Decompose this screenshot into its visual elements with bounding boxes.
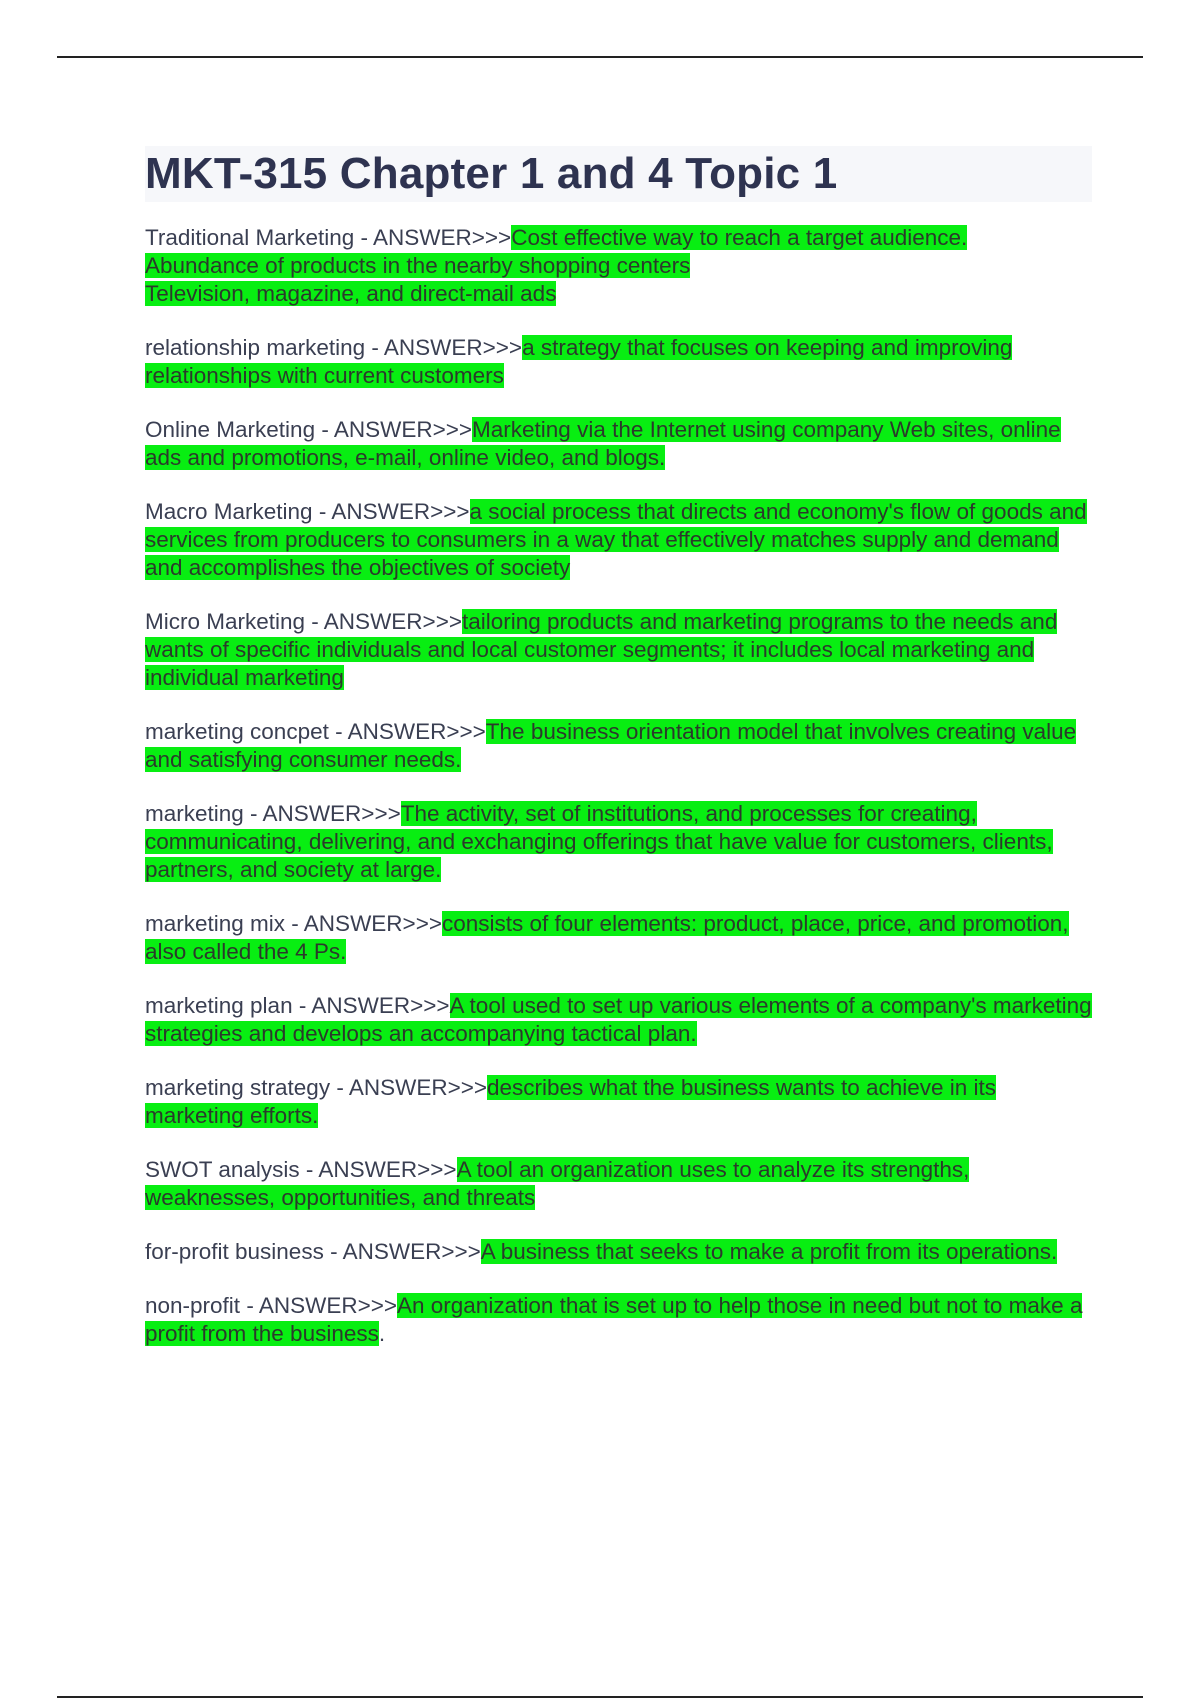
- answer-separator: - ANSWER>>>: [243, 801, 401, 826]
- highlighted-answer: describes what the business wants to achieve in its marketing efforts.: [145, 1075, 997, 1128]
- top-rule: [57, 56, 1143, 58]
- qa-entry: [145, 910, 1092, 966]
- highlighted-answer: A tool used to set up various elements of a company's marketing strategies and develops an accompanying tactical plan.: [145, 993, 1092, 1046]
- entry-term: relationship marketing: [145, 335, 366, 360]
- entry-term: Macro Marketing: [145, 499, 313, 524]
- document-body: [145, 146, 1092, 1374]
- highlighted-answer: Abundance of products in the nearby shopping centers: [145, 253, 691, 278]
- entry-term: Traditional Marketing: [145, 225, 355, 250]
- highlighted-answer: consists of four elements: product, place, price, and promotion, also called the 4 Ps.: [145, 911, 1069, 964]
- qa-entry: [145, 224, 1092, 308]
- answer-separator: - ANSWER>>>: [240, 1293, 397, 1318]
- entry-term: marketing plan: [145, 993, 293, 1018]
- answer-separator: - ANSWER>>>: [330, 1075, 488, 1100]
- document-title: MKT-315 Chapter 1 and 4 Topic 1: [145, 149, 838, 198]
- answer-separator: - ANSWER>>>: [323, 1239, 481, 1264]
- answer-separator: - ANSWER>>>: [312, 499, 470, 524]
- qa-entry: [145, 992, 1092, 1048]
- entry-term: marketing strategy: [145, 1075, 331, 1100]
- highlighted-answer: The business orientation model that involves creating value and satisfying consumer needs.: [145, 719, 1077, 772]
- answer-separator: - ANSWER>>>: [292, 993, 450, 1018]
- answer-separator: - ANSWER>>>: [305, 609, 462, 634]
- bottom-rule: [57, 1696, 1143, 1698]
- answer-separator: - ANSWER>>>: [328, 719, 486, 744]
- entry-term: Micro Marketing: [145, 609, 306, 634]
- qa-entry: [145, 334, 1092, 390]
- qa-entry: [145, 1238, 1092, 1266]
- highlighted-answer: A tool an organization uses to analyze its strengths, weaknesses, opportunities, and threats: [145, 1157, 970, 1210]
- entry-term: marketing concpet: [145, 719, 329, 744]
- entry-term: marketing: [145, 801, 244, 826]
- highlighted-answer: Television, magazine, and direct-mail ads: [145, 281, 557, 306]
- answer-separator: - ANSWER>>>: [299, 1157, 457, 1182]
- highlighted-answer: The activity, set of institutions, and processes for creating, communicating, delivering, and exchanging offerings that have value for customers, clients, partners, and society at large.: [145, 801, 1053, 882]
- qa-entry: [145, 800, 1092, 884]
- qa-entry: [145, 1292, 1092, 1348]
- answer-separator: - ANSWER>>>: [285, 911, 442, 936]
- qa-list: [145, 224, 1092, 1348]
- answer-separator: - ANSWER>>>: [365, 335, 523, 360]
- qa-entry: [145, 1156, 1092, 1212]
- highlighted-answer: Cost effective way to reach a target audience.: [511, 225, 968, 250]
- entry-term: SWOT analysis: [145, 1157, 300, 1182]
- qa-entry: [145, 718, 1092, 774]
- entry-term: non-profit: [145, 1293, 241, 1318]
- entry-term: Online Marketing: [145, 417, 316, 442]
- entry-term: for-profit business: [145, 1239, 324, 1264]
- qa-entry: [145, 1074, 1092, 1130]
- qa-entry: [145, 608, 1092, 692]
- highlighted-answer: a social process that directs and economy's flow of goods and services from producers to consumers in a way that effectively matches supply and demand and accomplishes the objectives of society: [145, 499, 1087, 580]
- highlighted-answer: a strategy that focuses on keeping and improving relationships with current customers: [145, 335, 1013, 388]
- highlighted-answer: Marketing via the Internet using company Web sites, online ads and promotions, e-mail, online video, and blogs.: [145, 417, 1061, 470]
- qa-entry: [145, 498, 1092, 582]
- answer-separator: - ANSWER>>>: [354, 225, 512, 250]
- highlighted-answer: An organization that is set up to help those in need but not to make a profit from the business: [145, 1293, 1083, 1346]
- highlighted-answer: A business that seeks to make a profit from its operations.: [480, 1239, 1058, 1264]
- trailing-punctuation: .: [378, 1321, 386, 1346]
- qa-entry: [145, 416, 1092, 472]
- highlighted-answer: tailoring products and marketing programs to the needs and wants of specific individuals and local customer segments; it includes local marketing and individual marketing: [145, 609, 1058, 690]
- answer-separator: - ANSWER>>>: [315, 417, 473, 442]
- entry-term: marketing mix: [145, 911, 286, 936]
- title-bar: [145, 146, 1092, 202]
